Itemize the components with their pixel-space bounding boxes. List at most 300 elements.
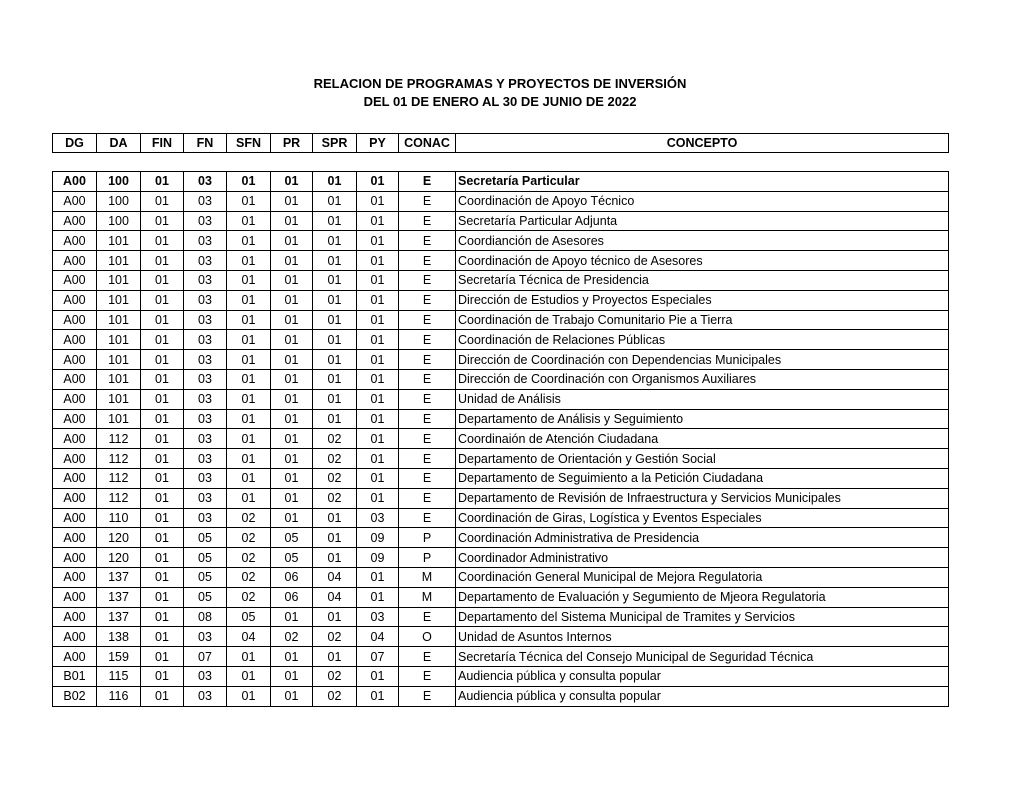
- cell-spr: 02: [313, 666, 357, 686]
- cell-py: 01: [357, 172, 399, 192]
- cell-sfn: 02: [227, 548, 271, 568]
- cell-fin: 01: [141, 548, 184, 568]
- cell-da: 137: [97, 607, 141, 627]
- cell-py: 01: [357, 468, 399, 488]
- cell-pr: 01: [271, 607, 313, 627]
- cell-py: 01: [357, 449, 399, 469]
- table-row: [53, 330, 949, 350]
- cell-fn: 03: [184, 290, 227, 310]
- cell-py: 01: [357, 191, 399, 211]
- cell-da: 101: [97, 409, 141, 429]
- table-row: [53, 409, 949, 429]
- cell-pr: 01: [271, 389, 313, 409]
- cell-conac: E: [399, 666, 456, 686]
- cell-fin: 01: [141, 508, 184, 528]
- cell-dg: A00: [53, 369, 97, 389]
- table-row: [53, 488, 949, 508]
- cell-conac: E: [399, 389, 456, 409]
- cell-sfn: 01: [227, 409, 271, 429]
- cell-conac: E: [399, 310, 456, 330]
- cell-sfn: 02: [227, 587, 271, 607]
- cell-da: 110: [97, 508, 141, 528]
- cell-pr: 01: [271, 508, 313, 528]
- cell-da: 120: [97, 528, 141, 548]
- cell-fin: 01: [141, 389, 184, 409]
- cell-conac: E: [399, 607, 456, 627]
- cell-da: 159: [97, 647, 141, 667]
- column-header-pr: PR: [271, 134, 313, 153]
- cell-conac: O: [399, 627, 456, 647]
- cell-spr: 01: [313, 369, 357, 389]
- cell-fn: 03: [184, 409, 227, 429]
- cell-da: 112: [97, 488, 141, 508]
- cell-fn: 03: [184, 449, 227, 469]
- cell-conac: E: [399, 251, 456, 271]
- column-header-fin: FIN: [141, 134, 184, 153]
- cell-spr: 01: [313, 310, 357, 330]
- cell-py: 01: [357, 251, 399, 271]
- cell-dg: A00: [53, 310, 97, 330]
- cell-concepto: Coordinación de Apoyo técnico de Asesores: [456, 251, 949, 271]
- table-row: [53, 290, 949, 310]
- cell-fn: 03: [184, 488, 227, 508]
- document-title: RELACION DE PROGRAMAS Y PROYECTOS DE INVERSIÓN: [313, 76, 687, 91]
- cell-spr: 01: [313, 211, 357, 231]
- cell-concepto: Dirección de Estudios y Proyectos Especiales: [456, 290, 949, 310]
- cell-pr: 01: [271, 666, 313, 686]
- cell-sfn: 01: [227, 666, 271, 686]
- cell-fin: 01: [141, 191, 184, 211]
- cell-dg: A00: [53, 409, 97, 429]
- cell-py: 01: [357, 350, 399, 370]
- cell-dg: A00: [53, 172, 97, 192]
- cell-sfn: 01: [227, 191, 271, 211]
- cell-pr: 01: [271, 369, 313, 389]
- table-row: [53, 508, 949, 528]
- cell-spr: 01: [313, 548, 357, 568]
- cell-py: 01: [357, 270, 399, 290]
- cell-fn: 05: [184, 548, 227, 568]
- cell-conac: M: [399, 567, 456, 587]
- cell-da: 112: [97, 429, 141, 449]
- cell-dg: A00: [53, 627, 97, 647]
- cell-py: 01: [357, 290, 399, 310]
- cell-fn: 08: [184, 607, 227, 627]
- cell-conac: E: [399, 369, 456, 389]
- cell-fn: 03: [184, 686, 227, 706]
- cell-sfn: 02: [227, 567, 271, 587]
- cell-pr: 01: [271, 270, 313, 290]
- cell-dg: A00: [53, 647, 97, 667]
- cell-conac: E: [399, 488, 456, 508]
- cell-da: 112: [97, 468, 141, 488]
- cell-py: 01: [357, 369, 399, 389]
- cell-conac: P: [399, 528, 456, 548]
- cell-da: 138: [97, 627, 141, 647]
- cell-sfn: 01: [227, 488, 271, 508]
- table-row: [53, 172, 949, 192]
- cell-fn: 03: [184, 270, 227, 290]
- cell-fn: 03: [184, 429, 227, 449]
- cell-dg: B01: [53, 666, 97, 686]
- cell-da: 115: [97, 666, 141, 686]
- table-row: [53, 468, 949, 488]
- cell-concepto: Audiencia pública y consulta popular: [456, 666, 949, 686]
- cell-concepto: Secretaría Técnica de Presidencia: [456, 270, 949, 290]
- cell-fn: 03: [184, 191, 227, 211]
- cell-pr: 01: [271, 290, 313, 310]
- cell-da: 100: [97, 211, 141, 231]
- cell-spr: 02: [313, 449, 357, 469]
- cell-spr: 04: [313, 587, 357, 607]
- cell-spr: 02: [313, 627, 357, 647]
- cell-dg: B02: [53, 686, 97, 706]
- cell-py: 01: [357, 389, 399, 409]
- cell-py: 01: [357, 231, 399, 251]
- cell-concepto: Coordinación de Relaciones Públicas: [456, 330, 949, 350]
- cell-fin: 01: [141, 270, 184, 290]
- header-row: [53, 134, 949, 153]
- column-header-fn: FN: [184, 134, 227, 153]
- cell-da: 101: [97, 310, 141, 330]
- cell-fin: 01: [141, 211, 184, 231]
- cell-conac: P: [399, 548, 456, 568]
- cell-da: 101: [97, 231, 141, 251]
- cell-py: 01: [357, 666, 399, 686]
- cell-py: 09: [357, 548, 399, 568]
- cell-py: 01: [357, 211, 399, 231]
- cell-conac: E: [399, 429, 456, 449]
- cell-conac: E: [399, 172, 456, 192]
- column-header-conac: CONAC: [399, 134, 456, 153]
- cell-spr: 01: [313, 251, 357, 271]
- cell-dg: A00: [53, 468, 97, 488]
- column-header-py: PY: [357, 134, 399, 153]
- cell-sfn: 01: [227, 211, 271, 231]
- cell-pr: 01: [271, 350, 313, 370]
- table-row: [53, 666, 949, 686]
- cell-pr: 06: [271, 587, 313, 607]
- cell-da: 101: [97, 389, 141, 409]
- cell-da: 100: [97, 191, 141, 211]
- cell-py: 07: [357, 647, 399, 667]
- cell-fin: 01: [141, 350, 184, 370]
- cell-pr: 06: [271, 567, 313, 587]
- cell-concepto: Departamento de Orientación y Gestión Social: [456, 449, 949, 469]
- cell-py: 09: [357, 528, 399, 548]
- cell-fn: 03: [184, 468, 227, 488]
- cell-pr: 01: [271, 211, 313, 231]
- cell-concepto: Audiencia pública y consulta popular: [456, 686, 949, 706]
- cell-da: 100: [97, 172, 141, 192]
- cell-sfn: 01: [227, 449, 271, 469]
- cell-fn: 03: [184, 369, 227, 389]
- cell-sfn: 01: [227, 389, 271, 409]
- column-header-concepto: CONCEPTO: [456, 134, 949, 153]
- cell-concepto: Dirección de Coordinación con Organismos Auxiliares: [456, 369, 949, 389]
- cell-dg: A00: [53, 211, 97, 231]
- column-header-da: DA: [97, 134, 141, 153]
- table-row: [53, 231, 949, 251]
- cell-py: 01: [357, 488, 399, 508]
- cell-fin: 01: [141, 567, 184, 587]
- cell-concepto: Unidad de Asuntos Internos: [456, 627, 949, 647]
- cell-pr: 01: [271, 468, 313, 488]
- cell-py: 03: [357, 508, 399, 528]
- cell-py: 01: [357, 429, 399, 449]
- cell-pr: 01: [271, 647, 313, 667]
- cell-fin: 01: [141, 528, 184, 548]
- cell-py: 01: [357, 686, 399, 706]
- cell-concepto: Coordianción de Asesores: [456, 231, 949, 251]
- data-table: [52, 171, 949, 707]
- cell-spr: 01: [313, 172, 357, 192]
- column-header-dg: DG: [53, 134, 97, 153]
- table-row: [53, 251, 949, 271]
- cell-concepto: Departamento de Seguimiento a la Petición Ciudadana: [456, 468, 949, 488]
- document-subtitle: DEL 01 DE ENERO AL 30 DE JUNIO DE 2022: [363, 94, 637, 109]
- cell-conac: E: [399, 686, 456, 706]
- cell-concepto: Coordinación General Municipal de Mejora Regulatoria: [456, 567, 949, 587]
- cell-fn: 05: [184, 567, 227, 587]
- table-row: [53, 449, 949, 469]
- cell-dg: A00: [53, 488, 97, 508]
- cell-pr: 01: [271, 310, 313, 330]
- cell-dg: A00: [53, 270, 97, 290]
- cell-conac: E: [399, 647, 456, 667]
- table-row: [53, 191, 949, 211]
- cell-fn: 03: [184, 666, 227, 686]
- cell-fn: 03: [184, 350, 227, 370]
- header-table: [52, 133, 949, 153]
- cell-dg: A00: [53, 449, 97, 469]
- cell-pr: 01: [271, 488, 313, 508]
- cell-concepto: Coordinador Administrativo: [456, 548, 949, 568]
- cell-dg: A00: [53, 290, 97, 310]
- cell-concepto: Departamento de Evaluación y Segumiento de Mjeora Regulatoria: [456, 587, 949, 607]
- cell-fin: 01: [141, 607, 184, 627]
- cell-sfn: 01: [227, 369, 271, 389]
- cell-sfn: 01: [227, 251, 271, 271]
- cell-py: 01: [357, 567, 399, 587]
- cell-sfn: 01: [227, 290, 271, 310]
- column-header-sfn: SFN: [227, 134, 271, 153]
- cell-pr: 01: [271, 429, 313, 449]
- cell-dg: A00: [53, 548, 97, 568]
- cell-fn: 03: [184, 330, 227, 350]
- cell-dg: A00: [53, 528, 97, 548]
- cell-sfn: 04: [227, 627, 271, 647]
- cell-conac: E: [399, 231, 456, 251]
- cell-sfn: 02: [227, 508, 271, 528]
- cell-pr: 01: [271, 330, 313, 350]
- table-row: [53, 607, 949, 627]
- cell-fin: 01: [141, 587, 184, 607]
- cell-conac: E: [399, 290, 456, 310]
- cell-fn: 03: [184, 627, 227, 647]
- cell-fin: 01: [141, 290, 184, 310]
- cell-sfn: 01: [227, 350, 271, 370]
- cell-spr: 02: [313, 468, 357, 488]
- cell-da: 116: [97, 686, 141, 706]
- cell-conac: E: [399, 508, 456, 528]
- cell-da: 101: [97, 270, 141, 290]
- cell-dg: A00: [53, 587, 97, 607]
- cell-sfn: 05: [227, 607, 271, 627]
- cell-spr: 02: [313, 488, 357, 508]
- cell-da: 120: [97, 548, 141, 568]
- cell-dg: A00: [53, 389, 97, 409]
- table-row: [53, 528, 949, 548]
- cell-fin: 01: [141, 686, 184, 706]
- cell-conac: E: [399, 409, 456, 429]
- cell-spr: 04: [313, 567, 357, 587]
- table-row: [53, 567, 949, 587]
- cell-concepto: Departamento de Análisis y Seguimiento: [456, 409, 949, 429]
- cell-da: 137: [97, 567, 141, 587]
- cell-dg: A00: [53, 508, 97, 528]
- cell-fn: 03: [184, 508, 227, 528]
- table-row: [53, 389, 949, 409]
- cell-dg: A00: [53, 330, 97, 350]
- cell-spr: 02: [313, 429, 357, 449]
- cell-pr: 01: [271, 231, 313, 251]
- cell-conac: E: [399, 211, 456, 231]
- cell-fn: 05: [184, 528, 227, 548]
- cell-py: 04: [357, 627, 399, 647]
- cell-fn: 03: [184, 310, 227, 330]
- cell-sfn: 02: [227, 528, 271, 548]
- cell-concepto: Coordinación Administrativa de Presidencia: [456, 528, 949, 548]
- cell-spr: 01: [313, 290, 357, 310]
- cell-fin: 01: [141, 172, 184, 192]
- cell-fn: 03: [184, 231, 227, 251]
- cell-da: 101: [97, 330, 141, 350]
- cell-spr: 01: [313, 607, 357, 627]
- cell-fin: 01: [141, 647, 184, 667]
- cell-fn: 03: [184, 251, 227, 271]
- cell-spr: 02: [313, 686, 357, 706]
- cell-conac: E: [399, 270, 456, 290]
- cell-pr: 01: [271, 686, 313, 706]
- cell-pr: 01: [271, 251, 313, 271]
- cell-sfn: 01: [227, 647, 271, 667]
- cell-sfn: 01: [227, 429, 271, 449]
- cell-fn: 05: [184, 587, 227, 607]
- cell-fin: 01: [141, 429, 184, 449]
- cell-concepto: Coordinación de Trabajo Comunitario Pie a Tierra: [456, 310, 949, 330]
- cell-conac: E: [399, 449, 456, 469]
- cell-sfn: 01: [227, 330, 271, 350]
- cell-sfn: 01: [227, 686, 271, 706]
- cell-pr: 01: [271, 409, 313, 429]
- cell-pr: 01: [271, 449, 313, 469]
- table-row: [53, 270, 949, 290]
- cell-fin: 01: [141, 449, 184, 469]
- cell-spr: 01: [313, 350, 357, 370]
- table-row: [53, 350, 949, 370]
- cell-dg: A00: [53, 191, 97, 211]
- cell-sfn: 01: [227, 310, 271, 330]
- cell-py: 03: [357, 607, 399, 627]
- cell-fin: 01: [141, 251, 184, 271]
- cell-conac: E: [399, 191, 456, 211]
- cell-dg: A00: [53, 350, 97, 370]
- cell-spr: 01: [313, 330, 357, 350]
- cell-da: 101: [97, 251, 141, 271]
- cell-dg: A00: [53, 251, 97, 271]
- cell-fin: 01: [141, 409, 184, 429]
- table-row: [53, 548, 949, 568]
- cell-spr: 01: [313, 409, 357, 429]
- cell-fin: 01: [141, 666, 184, 686]
- cell-concepto: Coordinaión de Atención Ciudadana: [456, 429, 949, 449]
- cell-dg: A00: [53, 607, 97, 627]
- cell-da: 101: [97, 369, 141, 389]
- cell-spr: 01: [313, 270, 357, 290]
- cell-concepto: Departamento de Revisión de Infraestructura y Servicios Municipales: [456, 488, 949, 508]
- cell-da: 101: [97, 350, 141, 370]
- cell-sfn: 01: [227, 468, 271, 488]
- cell-fn: 03: [184, 172, 227, 192]
- table-row: [53, 647, 949, 667]
- table-row: [53, 211, 949, 231]
- cell-spr: 01: [313, 528, 357, 548]
- table-row: [53, 369, 949, 389]
- cell-py: 01: [357, 330, 399, 350]
- table-row: [53, 627, 949, 647]
- table-row: [53, 310, 949, 330]
- cell-pr: 01: [271, 172, 313, 192]
- cell-concepto: Secretaría Particular: [456, 172, 949, 192]
- column-header-spr: SPR: [313, 134, 357, 153]
- cell-fin: 01: [141, 369, 184, 389]
- cell-concepto: Secretaría Particular Adjunta: [456, 211, 949, 231]
- cell-da: 112: [97, 449, 141, 469]
- cell-fin: 01: [141, 468, 184, 488]
- cell-sfn: 01: [227, 270, 271, 290]
- cell-py: 01: [357, 409, 399, 429]
- cell-fn: 07: [184, 647, 227, 667]
- cell-concepto: Dirección de Coordinación con Dependencias Municipales: [456, 350, 949, 370]
- cell-fn: 03: [184, 211, 227, 231]
- cell-spr: 01: [313, 647, 357, 667]
- cell-fin: 01: [141, 310, 184, 330]
- cell-concepto: Departamento del Sistema Municipal de Tramites y Servicios: [456, 607, 949, 627]
- table-row: [53, 429, 949, 449]
- cell-fin: 01: [141, 231, 184, 251]
- cell-pr: 05: [271, 548, 313, 568]
- cell-pr: 02: [271, 627, 313, 647]
- cell-fin: 01: [141, 627, 184, 647]
- cell-conac: E: [399, 468, 456, 488]
- cell-concepto: Unidad de Análisis: [456, 389, 949, 409]
- cell-conac: M: [399, 587, 456, 607]
- table-body: [53, 172, 949, 707]
- cell-da: 101: [97, 290, 141, 310]
- cell-dg: A00: [53, 231, 97, 251]
- cell-dg: A00: [53, 429, 97, 449]
- cell-sfn: 01: [227, 172, 271, 192]
- cell-da: 137: [97, 587, 141, 607]
- table-row: [53, 587, 949, 607]
- cell-pr: 01: [271, 191, 313, 211]
- cell-spr: 01: [313, 191, 357, 211]
- cell-conac: E: [399, 350, 456, 370]
- cell-pr: 05: [271, 528, 313, 548]
- cell-spr: 01: [313, 231, 357, 251]
- cell-py: 01: [357, 587, 399, 607]
